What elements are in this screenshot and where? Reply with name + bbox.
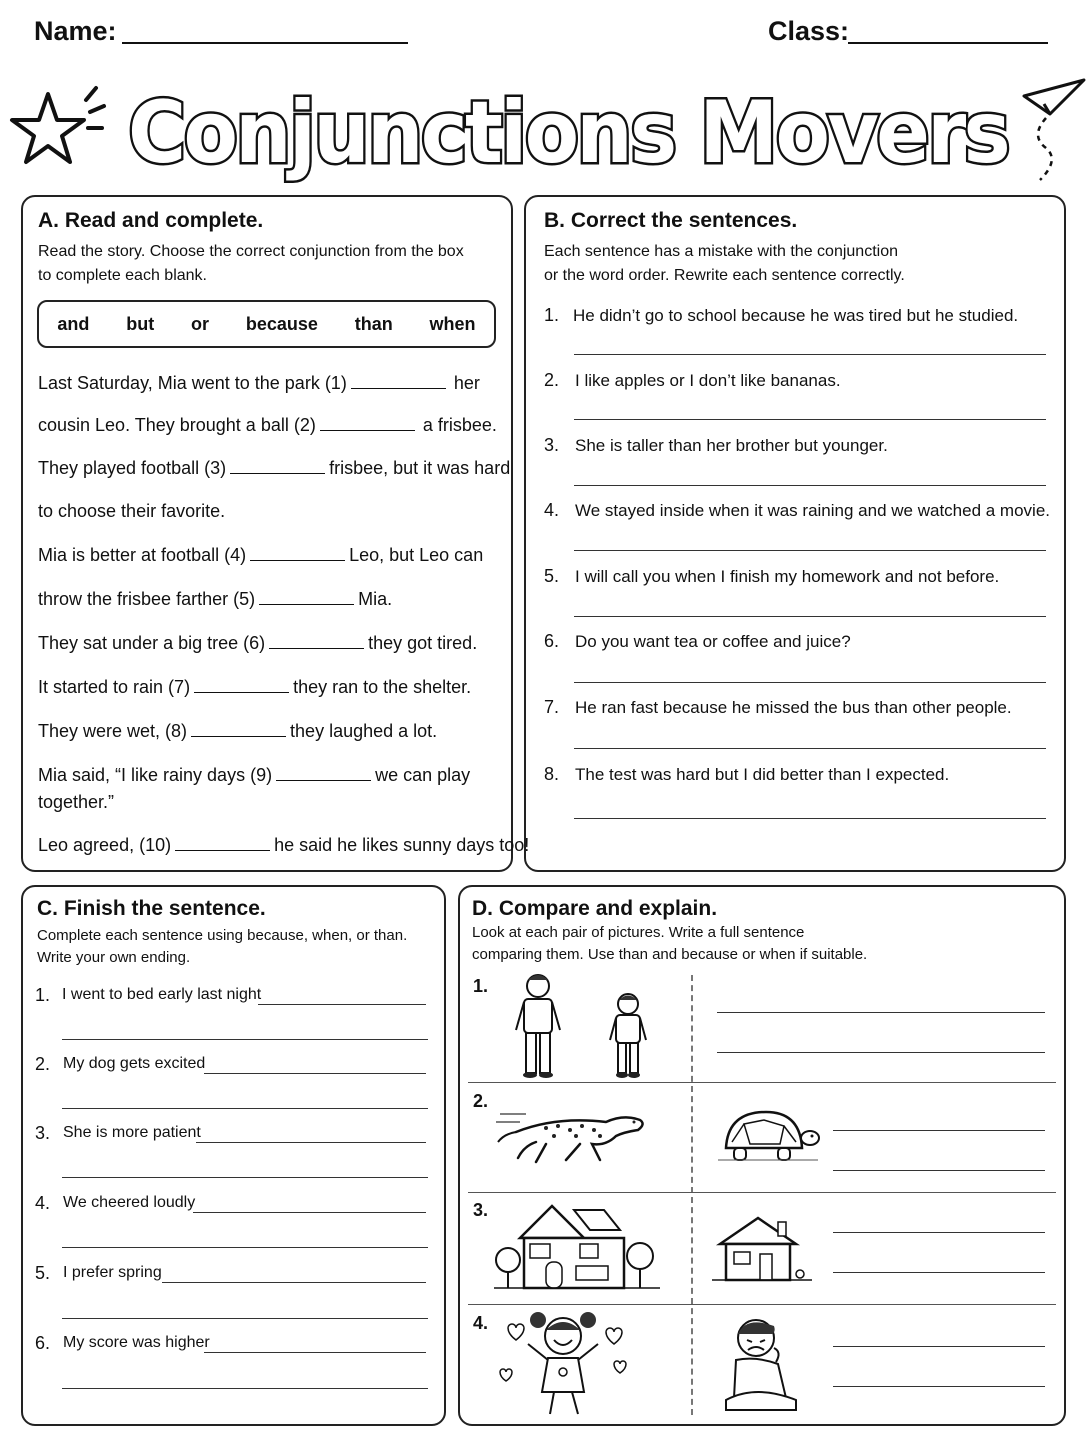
short-boy-icon (606, 992, 650, 1080)
cheetah-icon (496, 1102, 650, 1168)
section-c-instructions: Complete each sentence using because, when, or than. (37, 927, 408, 944)
answer-line[interactable] (833, 1272, 1045, 1273)
item-number: 5. (35, 1263, 51, 1283)
section-d-instructions-2: comparing them. Use than and because or when if suitable. (472, 946, 868, 963)
turtle-icon (714, 1104, 820, 1166)
story-line: They played football (3) frisbee, but it was hard (38, 455, 510, 481)
answer-line[interactable] (62, 1388, 428, 1389)
answer-line[interactable] (204, 1352, 426, 1353)
item-number: 5. (544, 566, 560, 586)
item-number: 3. (473, 1200, 489, 1220)
row-separator (468, 1192, 1056, 1193)
sentence-text: The test was hard but I did better than I expected. (575, 765, 950, 784)
prompt-text: I went to bed early last night (62, 986, 262, 1003)
class-field[interactable] (848, 18, 1048, 44)
sentence-text: She is taller than her brother but younger. (575, 436, 888, 455)
answer-line[interactable] (62, 1177, 428, 1178)
item-number: 7. (544, 697, 560, 717)
answer-line[interactable] (717, 1012, 1045, 1013)
blank-2[interactable] (320, 412, 415, 431)
divider (691, 975, 693, 1415)
answer-line[interactable] (193, 1212, 426, 1213)
story-line: Leo agreed, (10) he said he likes sunny days too! (38, 832, 529, 858)
answer-line[interactable] (258, 1004, 426, 1005)
title-text: Conjunctions Movers (128, 83, 1008, 183)
answer-line[interactable] (62, 1318, 428, 1319)
answer-line[interactable] (62, 1039, 428, 1040)
story-line: They were wet, (8) they laughed a lot. (38, 718, 437, 744)
prompt-text: She is more patient (63, 1124, 201, 1141)
answer-line[interactable] (574, 818, 1046, 819)
item-number: 4. (35, 1193, 51, 1213)
name-field[interactable] (122, 18, 408, 44)
section-a-instructions-2: to complete each blank. (38, 267, 207, 284)
item-number: 6. (544, 631, 560, 651)
section-b-title: B. Correct the sentences. (544, 209, 798, 232)
item-number: 2. (473, 1091, 489, 1111)
blank-5[interactable] (259, 586, 354, 605)
item-number: 8. (544, 764, 560, 784)
answer-line[interactable] (833, 1386, 1045, 1387)
blank-4[interactable] (250, 542, 345, 561)
answer-line[interactable] (204, 1073, 426, 1074)
item-number: 4. (544, 500, 560, 520)
answer-line[interactable] (833, 1232, 1045, 1233)
word-when: when (429, 313, 476, 334)
story-line: It started to rain (7) they ran to the shelter. (38, 674, 471, 700)
word-or: or (191, 313, 210, 334)
prompt-text: My dog gets excited (63, 1055, 206, 1072)
section-d-title: D. Compare and explain. (472, 897, 718, 920)
row-separator (468, 1304, 1056, 1305)
answer-line[interactable] (196, 1142, 426, 1143)
story-line: Mia is better at football (4) Leo, but Leo can (38, 542, 483, 568)
row-separator (468, 1082, 1056, 1083)
blank-3[interactable] (230, 455, 325, 474)
story-line: Mia said, “I like rainy days (9) we can play (38, 762, 470, 788)
worksheet-title (0, 52, 1086, 192)
item-number: 1. (35, 985, 51, 1005)
prompt-text: I prefer spring (63, 1264, 162, 1281)
story-line: cousin Leo. They brought a ball (2) a frisbee. (38, 412, 497, 438)
answer-line[interactable] (62, 1247, 428, 1248)
word-but: but (126, 313, 155, 334)
word-because: because (245, 313, 318, 334)
blank-7[interactable] (194, 674, 289, 693)
section-c-title: C. Finish the sentence. (37, 897, 266, 920)
item-number: 3. (544, 435, 560, 455)
item-number: 1. (544, 305, 560, 325)
story-line: They sat under a big tree (6) they got tired. (38, 630, 477, 656)
paper-plane-icon (1024, 80, 1084, 180)
blank-6[interactable] (269, 630, 364, 649)
word-and: and (57, 313, 90, 334)
blank-9[interactable] (276, 762, 371, 781)
answer-line[interactable] (162, 1282, 426, 1283)
blank-8[interactable] (191, 718, 286, 737)
blank-10[interactable] (175, 832, 270, 851)
story-line: together.” (38, 792, 115, 812)
section-c-instructions-2: Write your own ending. (37, 949, 191, 966)
item-number: 2. (35, 1054, 51, 1074)
item-number: 1. (473, 976, 489, 996)
item-number: 3. (35, 1123, 51, 1143)
item-number: 6. (35, 1333, 51, 1353)
answer-line[interactable] (574, 419, 1046, 420)
sentence-text: Do you want tea or coffee and juice? (575, 632, 851, 651)
section-a-title: A. Read and complete. (38, 209, 264, 232)
answer-line[interactable] (574, 682, 1046, 683)
section-a-instructions: Read the story. Choose the correct conjunction from the box (38, 243, 464, 260)
word-box (37, 300, 496, 348)
sad-boy-icon (716, 1312, 802, 1416)
star-icon (12, 88, 104, 162)
small-house-icon (712, 1214, 812, 1286)
sentence-text: We stayed inside when it was raining and we watched a movie. (575, 501, 1050, 520)
section-b-instructions: Each sentence has a mistake with the conjunction (544, 243, 898, 260)
item-number: 4. (473, 1313, 489, 1333)
story-line: throw the frisbee farther (5) Mia. (38, 586, 392, 612)
item-number: 2. (544, 370, 560, 390)
answer-line[interactable] (574, 748, 1046, 749)
answer-line[interactable] (574, 616, 1046, 617)
sentence-text: He ran fast because he missed the bus than other people. (575, 698, 1012, 717)
answer-line[interactable] (574, 485, 1046, 486)
prompt-text: My score was higher (63, 1334, 210, 1351)
name-label: Name: (34, 16, 117, 46)
sentence-text: He didn’t go to school because he was tired but he studied. (573, 306, 1019, 325)
answer-line[interactable] (717, 1052, 1045, 1053)
answer-line[interactable] (574, 550, 1046, 551)
sentence-text: I will call you when I finish my homework and not before. (575, 567, 1000, 586)
big-house-icon (494, 1198, 660, 1294)
answer-line[interactable] (833, 1346, 1045, 1347)
answer-line[interactable] (62, 1108, 428, 1109)
section-b-instructions-2: or the word order. Rewrite each sentence correctly. (544, 267, 905, 284)
answer-line[interactable] (833, 1170, 1045, 1171)
happy-girl-icon (498, 1310, 628, 1420)
sentence-text: I like apples or I don’t like bananas. (575, 371, 841, 390)
blank-1[interactable] (351, 370, 446, 389)
answer-line[interactable] (833, 1130, 1045, 1131)
tall-boy-icon (508, 970, 568, 1080)
story-line: Last Saturday, Mia went to the park (1) her (38, 370, 480, 396)
prompt-text: We cheered loudly (63, 1194, 196, 1211)
class-label: Class: (768, 16, 850, 46)
story-line: to choose their favorite. (38, 501, 226, 521)
section-d-instructions: Look at each pair of pictures. Write a full sentence (472, 924, 805, 941)
word-than: than (354, 313, 393, 334)
answer-line[interactable] (574, 354, 1046, 355)
